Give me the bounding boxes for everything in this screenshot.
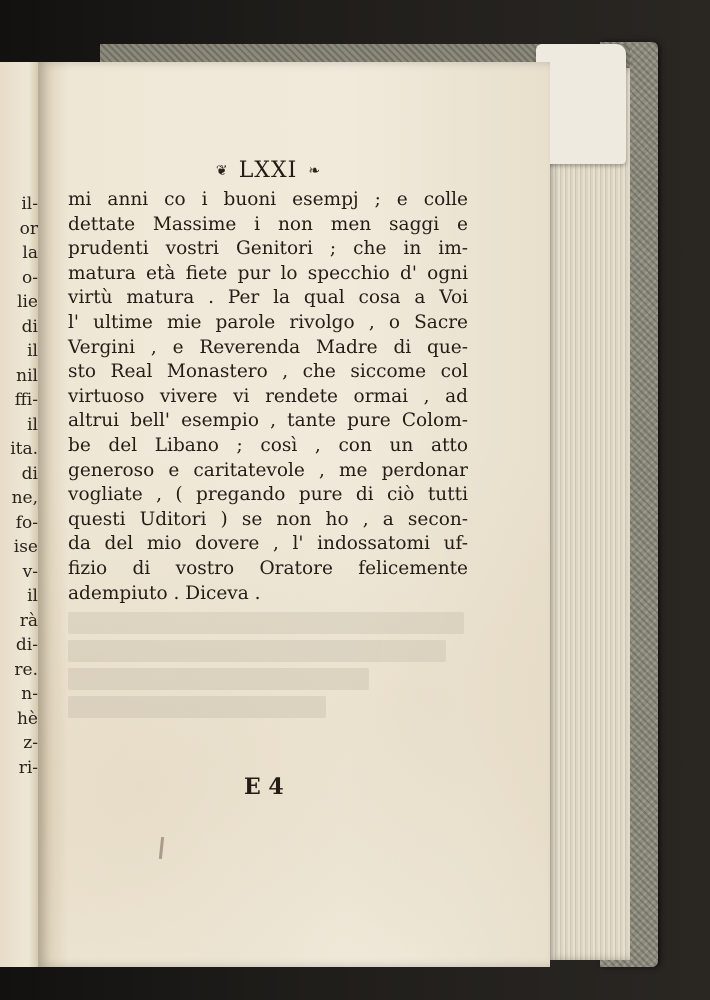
text-line: prudenti vostri Genitori ; che in im- — [68, 238, 468, 260]
left-fragment: o- — [22, 267, 38, 288]
text-line: be del Libano ; così , con un atto — [68, 434, 468, 456]
left-fragment: di- — [15, 635, 38, 655]
page-number-roman: LXXI — [238, 158, 298, 183]
left-fragment: z- — [23, 733, 38, 753]
left-fragment: nil — [16, 365, 38, 386]
show-through-text — [68, 612, 498, 752]
left-fragment: ita. — [10, 439, 38, 459]
text-line: virtù matura . Per la qual cosa a Voi — [68, 287, 468, 309]
ornament-left-icon: ❦ — [215, 162, 228, 179]
text-line: altrui bell' esempio , tante pure Colom- — [68, 410, 468, 432]
book-page — [38, 62, 550, 967]
page-body-text — [68, 188, 468, 606]
left-fragment: ffi- — [14, 390, 38, 410]
left-fragment: il- — [21, 194, 38, 214]
text-line: virtuoso vivere vi rendete ormai , ad — [68, 385, 468, 407]
ornament-right-icon: ❧ — [308, 162, 321, 179]
left-fragment: hè — [16, 708, 38, 729]
paper-blemish — [159, 837, 164, 859]
text-line: generoso e caritatevole , me perdonar — [68, 459, 468, 481]
signature-mark: E 4 — [244, 774, 284, 800]
left-fragment: n- — [21, 684, 38, 704]
left-fragment: v- — [22, 561, 38, 582]
text-line-last: adempiuto . Diceva . — [68, 582, 261, 604]
text-line: l' ultime mie parole rivolgo , o Sacre — [68, 311, 468, 333]
text-line: vogliate , ( pregando pure di ciò tutti — [68, 484, 468, 506]
left-fragment: fo- — [15, 512, 38, 533]
text-line: fizio di vostro Oratore felicemente — [68, 557, 468, 579]
text-line: questi Uditori ) se non ho , a secon- — [68, 508, 468, 530]
left-fragment: la — [22, 243, 38, 263]
left-fragment: di — [21, 316, 38, 337]
left-fragment: il — [27, 586, 38, 606]
page-edges — [548, 68, 630, 960]
left-fragment: re. — [14, 659, 38, 680]
text-line: matura età fiete pur lo specchio d' ogni — [68, 262, 468, 284]
left-fragment: lie — [17, 292, 38, 312]
text-line: mi anni co i buoni esempj ; e colle — [68, 189, 468, 210]
left-fragment: ise — [13, 537, 38, 557]
left-fragment: di — [21, 463, 38, 484]
left-fragment: rà — [19, 610, 38, 631]
left-fragment: il — [27, 414, 38, 435]
left-fragment: il — [27, 341, 38, 361]
text-line: dettate Massime i non men saggi e — [68, 213, 468, 235]
page-header — [168, 158, 368, 188]
text-line: da del mio dovere , l' indossatomi uf- — [68, 533, 468, 555]
left-page-text — [2, 192, 38, 780]
left-fragment: ne, — [11, 488, 38, 508]
left-facing-page — [0, 62, 40, 967]
text-line: Vergini , e Reverenda Madre di que- — [68, 336, 468, 358]
left-fragment: ri- — [18, 757, 38, 778]
text-line: sto Real Monastero , che siccome col — [68, 361, 468, 383]
left-fragment: or — [19, 218, 38, 239]
